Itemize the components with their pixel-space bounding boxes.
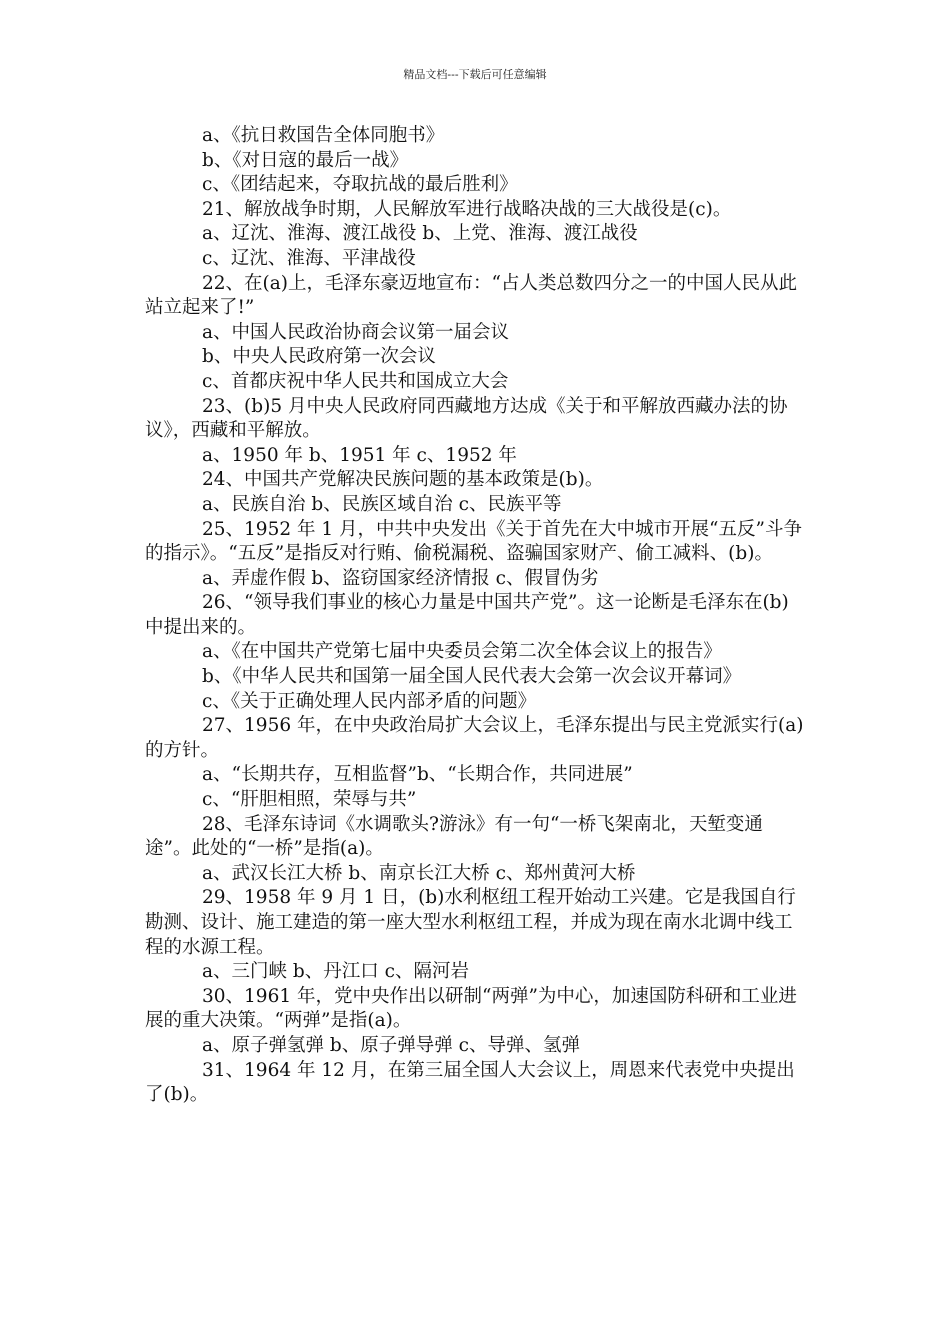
question-line: 21、解放战争时期，人民解放军进行战略决战的三大战役是(c)。 [202,198,732,220]
document-body [145,124,807,1108]
question-line: 23、(b)5 月中央人民政府同西藏地方达成《关于和平解放西藏办法的协议》，西藏和平解放。 [145,395,788,442]
question-line: 30、1961 年，党中央作出以研制“两弹”为中心，加速国防科研和工业进展的重大决策。“两弹”是指(a)。 [145,985,797,1032]
question-line: 26、“领导我们事业的核心力量是中国共产党”。这一论断是毛泽东在(b)中提出来的。 [145,592,789,638]
answer-option-line: a、民族自治 b、民族区域自治 c、民族平等 [202,493,562,515]
answer-option-line: a、“长期共存，互相监督”b、“长期合作，共同进展” [202,764,633,786]
answer-option-line: a、1950 年 b、1951 年 c、1952 年 [202,444,517,466]
question-line: 28、毛泽东诗词《水调歌头?游泳》有一句“一桥飞架南北，天堑变通途”。此处的“一桥”是指(a)。 [145,813,763,860]
answer-option-line: a、中国人民政治协商会议第一届会议 [202,321,510,343]
answer-option-line: a、原子弹氢弹 b、原子弹导弹 c、导弹、氢弹 [202,1034,580,1056]
answer-option-line: a、三门峡 b、丹江口 c、隔河岩 [202,961,469,983]
answer-option-line: c、辽沈、淮海、平津战役 [202,247,416,269]
question-line: 22、在(a)上，毛泽东豪迈地宣布：“占人类总数四分之一的中国人民从此站立起来了!” [145,272,797,319]
answer-option-line: 24、中国共产党解决民族问题的基本政策是(b)。 [202,469,604,491]
answer-option-line: b、中央人民政府第一次会议 [202,346,436,368]
answer-option-line: c、首都庆祝中华人民共和国成立大会 [202,370,509,392]
answer-option-line: b、《对日寇的最后一战》 [202,149,409,171]
answer-option-line: a、辽沈、淮海、渡江战役 b、上党、淮海、渡江战役 [202,223,638,245]
question-line: a、《在中国共产党第七届中央委员会第二次全体会议上的报告》 [202,641,722,663]
question-line: b、《中华人民共和国第一届全国人民代表大会第一次会议开幕词》 [202,666,742,688]
question-line: 29、1958 年 9 月 1 日，(b)水利枢纽工程开始动工兴建。它是我国自行勘测、设计、施工建造的第一座大型水利枢纽工程，并成为现在南水北调中线工程的水源工程。 [145,887,796,958]
question-line: 25、1952 年 1 月，中共中央发出《关于首先在大中城市开展“五反”斗争的指示》。“五反”是指反对行贿、偷税漏税、盗骗国家财产、偷工减料、(b)。 [145,518,802,565]
answer-option-line: a、武汉长江大桥 b、南京长江大桥 c、郑州黄河大桥 [202,862,636,884]
question-line: 31、1964 年 12 月，在第三届全国人大会议上，周恩来代表党中央提出了(b)。 [145,1059,795,1106]
page-header: 精品文档---下载后可任意编辑 [403,68,547,81]
answer-option-line: c、《团结起来，夺取抗战的最后胜利》 [202,174,518,196]
answer-option-line: a、《抗日救国告全体同胞书》 [202,125,445,146]
answer-option-line: c、“肝胆相照，荣辱与共” [202,789,417,811]
answer-option-line: c、《关于正确处理人民内部矛盾的问题》 [202,690,537,712]
answer-option-line: a、弄虚作假 b、盗窃国家经济情报 c、假冒伪劣 [202,567,599,589]
question-line: 27、1956 年，在中央政治局扩大会议上，毛泽东提出与民主党派实行(a)的方针。 [145,715,804,761]
